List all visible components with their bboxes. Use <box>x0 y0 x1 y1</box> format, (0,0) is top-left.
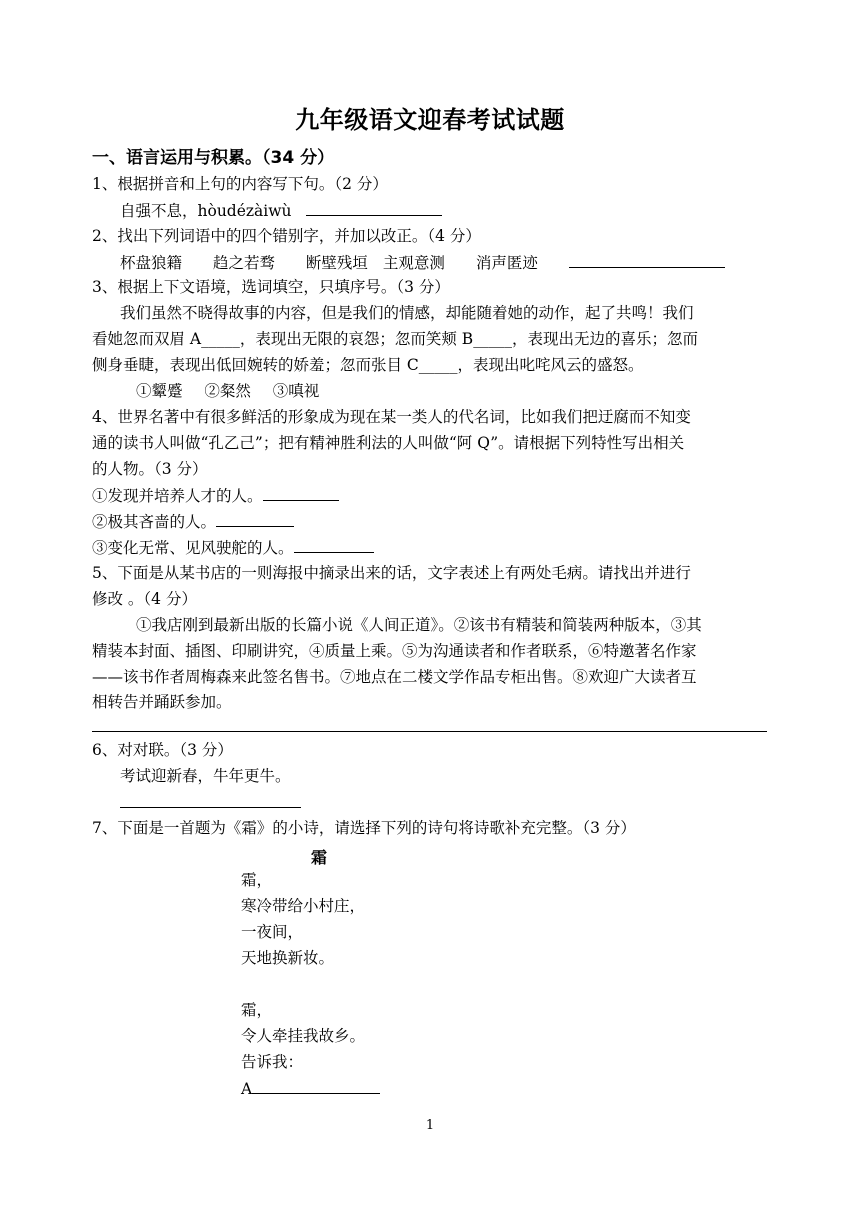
question-5-prompt-line: 5、下面是从某书店的一则海报中摘录出来的话，文字表述上有两处毛病。请找出并进行 <box>92 564 691 582</box>
question-3-passage-line: 侧身垂睫，表现出低回婉转的娇羞；忽而张目 C_____，表现出叱咤风云的盛怒。 <box>92 356 644 374</box>
question-7-prompt: 7、下面是一首题为《霜》的小诗，请选择下列的诗句将诗歌补充完整。（3 分） <box>92 819 636 837</box>
answer-blank[interactable] <box>252 1078 380 1094</box>
poem-line: 告诉我： <box>241 1053 304 1071</box>
answer-line[interactable] <box>120 807 301 808</box>
poem-line: 寒冷带给小村庄， <box>241 897 366 915</box>
word-item: 主观意测 <box>382 254 445 272</box>
question-1-content <box>120 200 442 221</box>
question-6-content: 考试迎新春，牛年更牛。 <box>120 767 291 785</box>
question-5-passage-line: 相转告并踊跃参加。 <box>92 693 232 711</box>
answer-blank[interactable] <box>306 200 442 216</box>
word-item: 趋之若骛 <box>212 254 275 272</box>
poem-line: 天地换新妆。 <box>241 949 335 967</box>
word-item: 杯盘狼籍 <box>120 254 183 272</box>
poem-line: 霜， <box>241 871 273 889</box>
poem-line: 霜， <box>241 1001 273 1019</box>
question-1-prompt: 1、根据拼音和上句的内容写下句。（2 分） <box>92 175 388 193</box>
question-5-passage-line: ①我店刚到最新出版的长篇小说《人间正道》。②该书有精装和简装两种版本，③其 <box>136 616 702 634</box>
question-3-passage-line: 我们虽然不晓得故事的内容，但是我们的情感，却能随着她的动作，起了共鸣！我们 <box>120 304 694 322</box>
question-4-item <box>92 537 374 558</box>
answer-blank[interactable] <box>216 511 294 527</box>
question-4-item-text: ①发现并培养人才的人。 <box>92 487 263 505</box>
answer-line[interactable] <box>92 731 767 732</box>
answer-blank[interactable] <box>294 537 374 553</box>
question-2-words <box>120 252 739 273</box>
question-4-item <box>92 511 294 532</box>
poem-blank-label: A <box>241 1080 253 1098</box>
poem-title: 霜 <box>311 848 328 867</box>
question-5-passage-line: 精装本封面、插图、印刷讲究，④质量上乘。⑤为沟通读者和作者联系，⑥特邀著名作家 <box>92 642 697 660</box>
option-item: ①颦蹙 <box>136 382 183 400</box>
option-item: ③嗔视 <box>272 382 320 400</box>
question-6-prompt: 6、对对联。（3 分） <box>92 741 233 759</box>
question-4-prompt-line: 4、世界名著中有很多鲜活的形象成为现在某一类人的代名词，比如我们把迂腐而不知变 <box>92 408 691 426</box>
page-number: 1 <box>425 1118 435 1133</box>
question-4-item-text: ②极其吝啬的人。 <box>92 513 217 531</box>
question-4-prompt-line: 的人物。（3 分） <box>92 460 208 478</box>
poem-line: 一夜间， <box>241 923 304 941</box>
question-2-prompt: 2、找出下列词语中的四个错别字，并加以改正。（4 分） <box>92 227 481 245</box>
word-item: 消声匿迹 <box>475 254 538 272</box>
poem-line-blank <box>241 1078 380 1099</box>
word-item: 断壁残垣 <box>305 254 368 272</box>
question-4-item-text: ③变化无常、见风驶舵的人。 <box>92 539 294 557</box>
question-4-prompt-line: 通的读书人叫做“孔乙己”；把有精神胜利法的人叫做“阿 Q”。请根据下列特性写出相关 <box>92 434 685 452</box>
question-3-passage-line: 看她忽而双眉 A_____，表现出无限的哀怨；忽而笑颊 B_____，表现出无边的喜乐；忽而 <box>92 330 698 348</box>
section-heading: 一、语言运用与积累。（34 分） <box>92 148 335 168</box>
option-item: ②粲然 <box>204 382 251 400</box>
question-1-text: 自强不息，hòudézàiwù <box>120 202 292 220</box>
question-3-prompt: 3、根据上下文语境，选词填空，只填序号。（3 分） <box>92 278 450 296</box>
page-title: 九年级语文迎春考试试题 <box>295 106 565 134</box>
answer-blank[interactable] <box>263 485 339 501</box>
question-3-options <box>136 381 319 401</box>
answer-blank[interactable] <box>569 252 725 268</box>
question-5-prompt-line: 修改 。（4 分） <box>92 590 197 608</box>
poem-line: 令人牵挂我故乡。 <box>241 1027 366 1045</box>
question-5-passage-line: ——该书作者周梅森来此签名售书。⑦地点在二楼文学作品专柜出售。⑧欢迎广大读者互 <box>92 668 697 686</box>
question-4-item <box>92 485 339 506</box>
